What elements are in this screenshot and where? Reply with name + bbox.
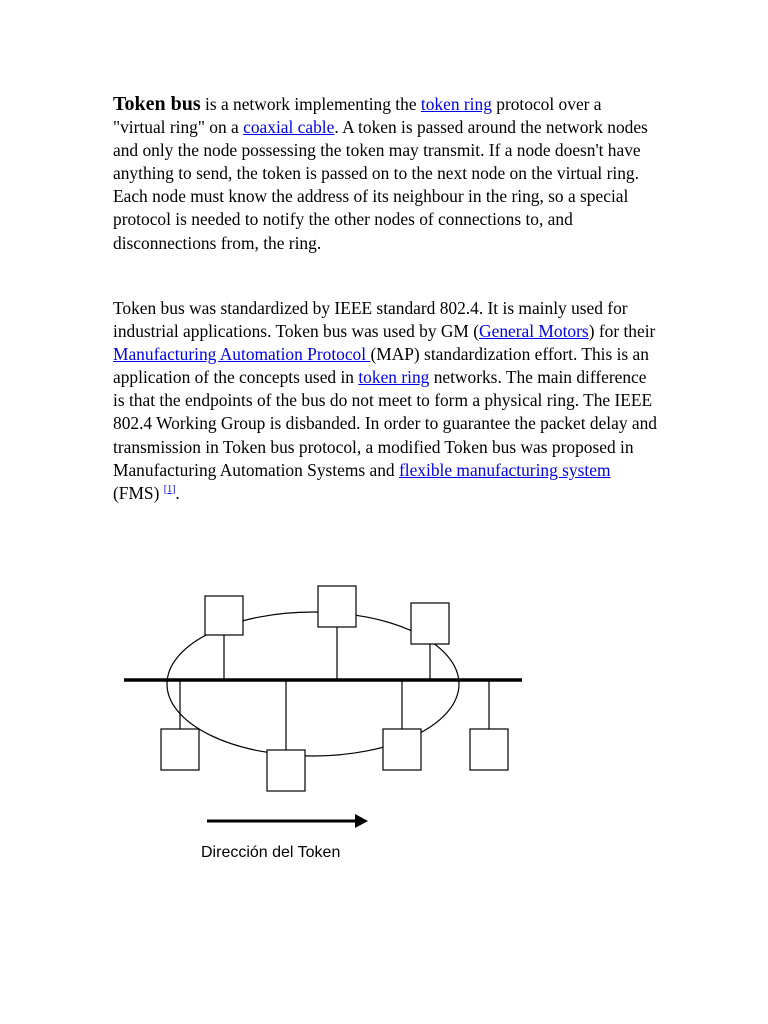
text: . [175, 482, 180, 503]
link-token-ring[interactable]: token ring [420, 94, 492, 114]
station-node [383, 729, 421, 770]
arrow-head-icon [355, 814, 368, 828]
link-flexible-manufacturing-system[interactable]: flexible manufacturing system [398, 459, 611, 480]
reference-link[interactable]: [1] [163, 483, 176, 495]
text: (MAP) standardization effort. This is an application of the concepts used in [113, 344, 649, 388]
text: (FMS) [113, 482, 164, 503]
station-node [205, 596, 243, 635]
link-general-motors[interactable]: General Motors [479, 321, 589, 342]
link-token-ring-2[interactable]: token ring [358, 367, 430, 388]
station-node [411, 603, 449, 644]
text: networks. The main difference is that the endpoints of the bus do not meet to form a physical ring. The IEEE 802.4 Working Group is disbanded. In order to guarantee the packet delay and transmission in Token bus protocol, a modified Token bus was proposed in Manufacturing Automation Systems and [113, 367, 657, 480]
text: protocol over a "virtual ring" on a [113, 94, 602, 138]
station-node [470, 729, 508, 770]
text: . A token is passed around the network nodes and only the node possessing the token may transmit. If a node doesn't have anything to send, the token is passed on to the next node on the virtual ring. Each node must know the address of its neighbour in the ring, so a special protocol is needed to notify the other nodes of connections to, and disconnections from, the ring. [113, 117, 648, 253]
station-node [161, 729, 199, 770]
link-manufacturing-automation-protocol[interactable]: Manufacturing Automation Protocol [113, 344, 371, 365]
text: ) for their [588, 321, 656, 342]
station-node [267, 750, 305, 791]
diagram-caption: Dirección del Token [201, 844, 341, 861]
token-bus-diagram [0, 570, 768, 870]
station-node [318, 586, 356, 627]
paragraph-intro [113, 93, 658, 255]
text: Token bus was standardized by IEEE standard 802.4. It is mainly used for industrial applications. Token bus was used by GM ( [113, 298, 628, 342]
link-coaxial-cable[interactable]: coaxial cable [243, 117, 335, 138]
text: is a network implementing the [200, 94, 421, 114]
paragraph-standardization [113, 297, 658, 505]
term-token-bus: Token bus [113, 93, 201, 115]
